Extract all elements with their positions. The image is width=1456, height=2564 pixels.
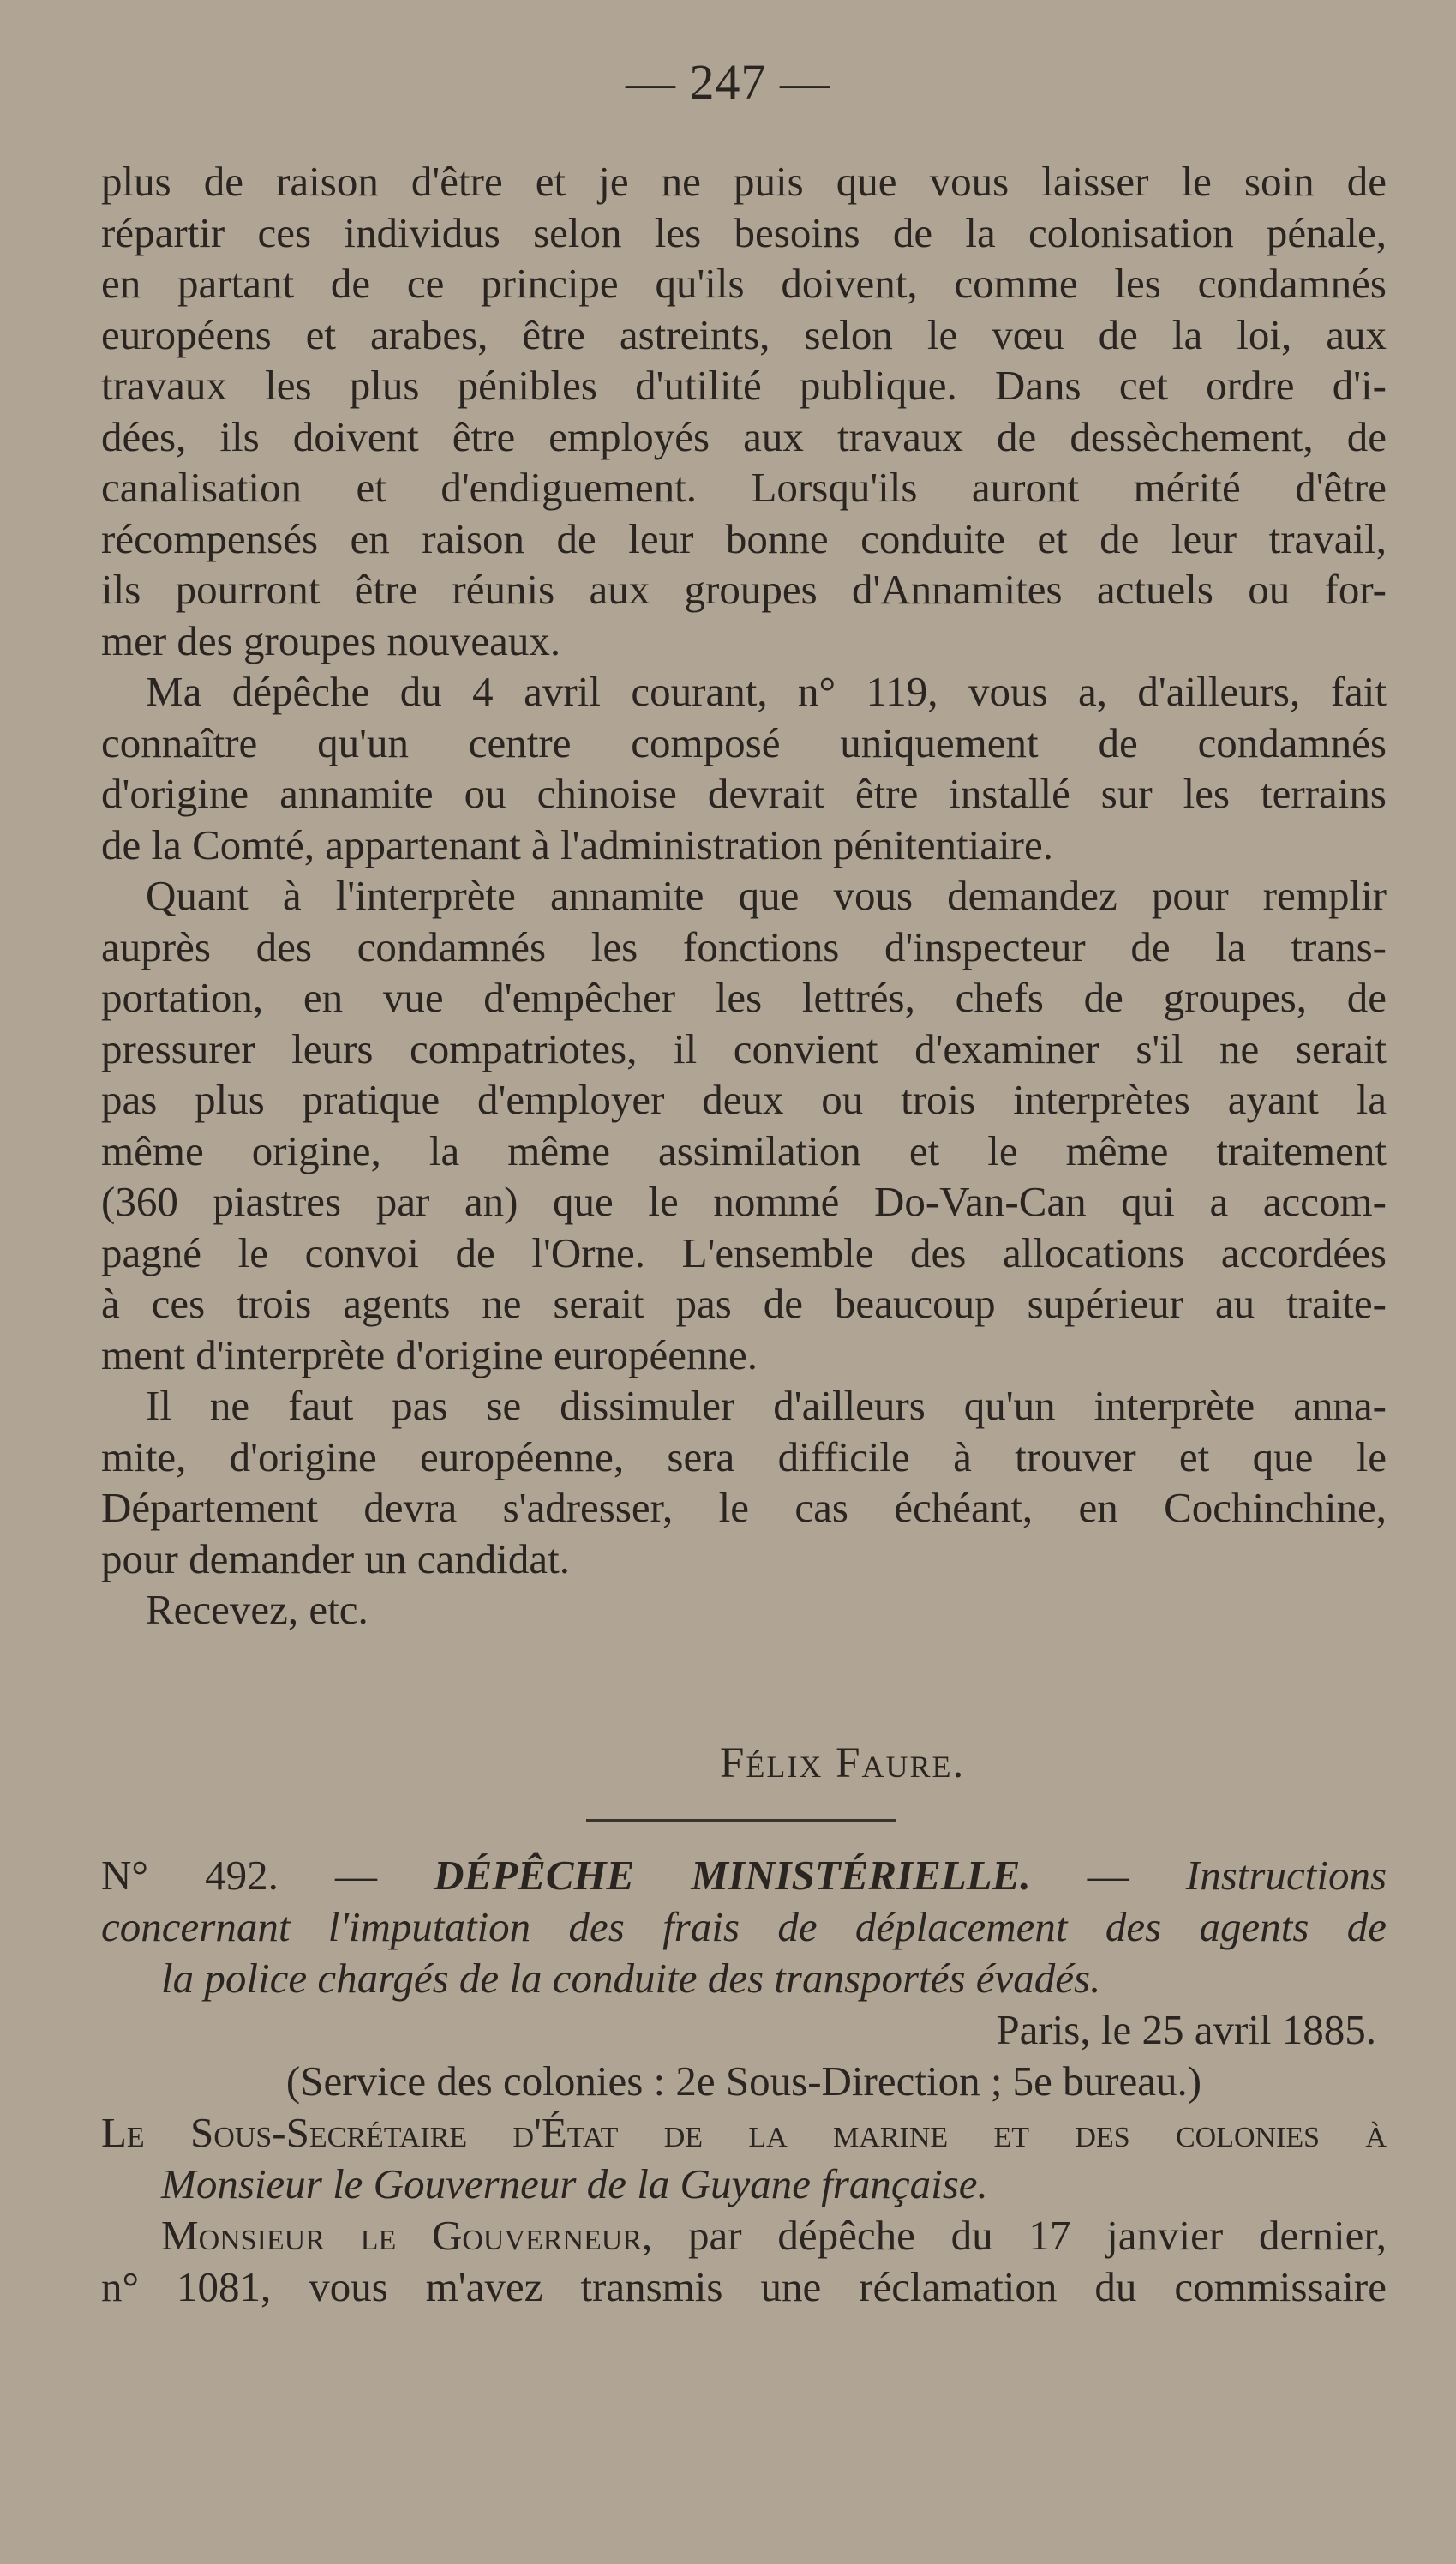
dispatch-dash: — [1087, 1852, 1129, 1899]
dispatch-492 [101, 1850, 1387, 2313]
body-line: mite, d'origine européenne, sera difficile à trouver et que le [101, 1432, 1387, 1480]
body-line: Quant à l'interprète annamite que vous demandez pour remplir [146, 872, 1387, 919]
opening-text: par dépêche du 17 janvier dernier, [688, 2212, 1387, 2259]
dispatch-desc-line: concernant l'imputation des frais de déplacement des agents de [101, 1903, 1387, 1950]
body-line: travaux les plus pénibles d'utilité publique. Dans cet ordre d'i- [101, 362, 1387, 409]
dispatch-addressee: Le Sous-Secrétaire d'État de la marine et des colonies à [101, 2109, 1387, 2156]
dispatch-recipient: Monsieur le Gouverneur de la Guyane française. [161, 2160, 988, 2207]
dispatch-number: N° 492. — [101, 1852, 377, 1899]
salutation: Monsieur le Gouverneur, [161, 2212, 653, 2259]
body-line: répartir ces individus selon les besoins de la colonisation pénale, [101, 208, 1387, 256]
dispatch-heading [101, 1850, 1387, 1901]
body-line: dées, ils doivent être employés aux travaux de dessèchement, de [101, 412, 1387, 460]
dispatch-desc-start: Instructions [1185, 1852, 1387, 1899]
body-line: d'origine annamite ou chinoise devrait être installé sur les terrains [101, 770, 1387, 817]
body-line: mer des groupes nouveaux. [101, 616, 561, 664]
body-line: en partant de ce principe qu'ils doivent, comme les condamnés [101, 260, 1387, 307]
body-line: à ces trois agents ne serait pas de beaucoup supérieur au traite- [101, 1280, 1387, 1327]
body-line: européens et arabes, être astreints, selon le vœu de la loi, aux [101, 310, 1387, 358]
page-number: — 247 — [626, 54, 830, 110]
body-line: pas plus pratique d'employer deux ou trois interprètes ayant la [101, 1076, 1387, 1123]
letter-body [101, 156, 1387, 1636]
body-line: pressurer leurs compatriotes, il convient d'examiner s'il ne serait [101, 1024, 1387, 1072]
body-line: canalisation et d'endiguement. Lorsqu'ils auront mérité d'être [101, 464, 1387, 511]
dispatch-opening [101, 2210, 1387, 2261]
body-line: plus de raison d'être et je ne puis que vous laisser le soin de [101, 158, 1387, 205]
body-line: Département devra s'adresser, le cas échéant, en Cochinchine, [101, 1484, 1387, 1531]
body-line: pour demander un candidat. [101, 1534, 570, 1582]
body-line: ment d'interprète d'origine européenne. [101, 1330, 758, 1378]
body-line: Il ne faut pas se dissimuler d'ailleurs qu'un interprète anna- [146, 1382, 1387, 1429]
body-line: auprès des condamnés les fonctions d'inspecteur de la trans- [101, 922, 1387, 970]
body-line: même origine, la même assimilation et le même traitement [101, 1126, 1387, 1174]
body-line: ils pourront être réunis aux groupes d'Annamites actuels ou for- [101, 566, 1387, 613]
section-divider [586, 1819, 896, 1822]
body-line: récompensés en raison de leur bonne conduite et de leur travail, [101, 514, 1387, 562]
body-line: Ma dépêche du 4 avril courant, n° 119, vous a, d'ailleurs, fait [146, 668, 1387, 715]
dispatch-desc-line: la police chargés de la conduite des transportés évadés. [161, 1955, 1101, 2002]
body-line: pagné le convoi de l'Orne. L'ensemble des allocations accordées [101, 1228, 1387, 1276]
body-line: portation, en vue d'empêcher les lettrés, chefs de groupes, de [101, 974, 1387, 1021]
body-line: (360 piastres par an) que le nommé Do-Van-Can qui a accom- [101, 1178, 1387, 1225]
dispatch-title: DÉPÊCHE MINISTÉRIELLE. [434, 1852, 1031, 1899]
dispatch-service: (Service des colonies : 2e Sous-Direction ; 5e bureau.) [285, 2057, 1202, 2105]
closing-line: Recevez, etc. [146, 1586, 368, 1633]
dispatch-date: Paris, le 25 avril 1885. [996, 2006, 1376, 2053]
body-line: de la Comté, appartenant à l'administration pénitentiaire. [101, 820, 1053, 868]
signature: Félix Faure. [720, 1739, 966, 1787]
body-line: connaître qu'un centre composé uniquement de condamnés [101, 718, 1387, 766]
dispatch-body-line: n° 1081, vous m'avez transmis une réclamation du commissaire [101, 2263, 1387, 2310]
